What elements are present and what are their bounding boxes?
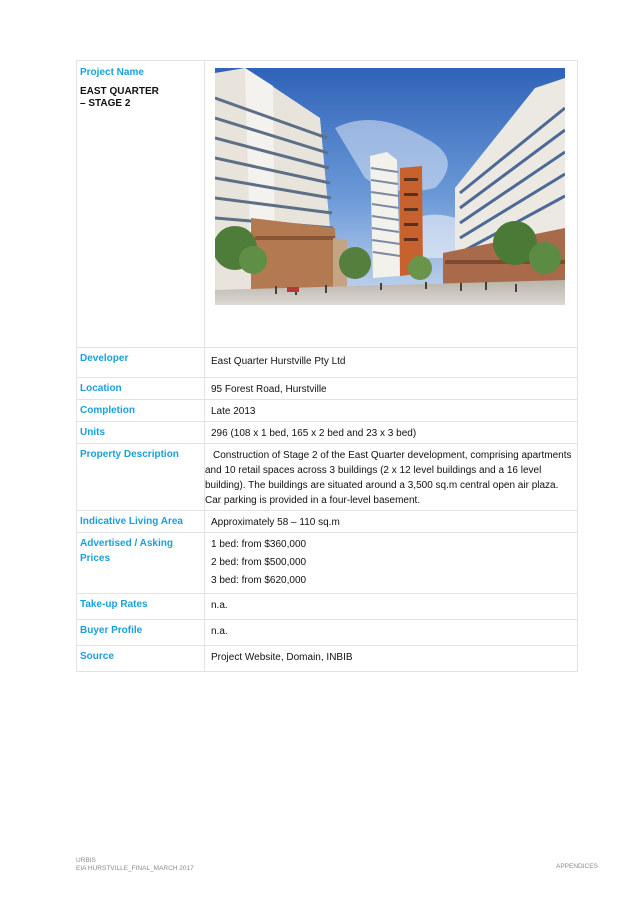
footer-left xyxy=(76,857,194,873)
prices-label: Advertised / Asking Prices xyxy=(77,533,205,594)
source-row xyxy=(77,646,578,672)
living-area-value: Approximately 58 – 110 sq.m xyxy=(205,511,578,533)
project-title xyxy=(80,86,200,110)
project-title-line1: EAST QUARTER xyxy=(80,86,159,97)
takeup-label: Take-up Rates xyxy=(77,594,205,620)
living-area-label: Indicative Living Area xyxy=(77,511,205,533)
project-image-cell xyxy=(205,61,578,348)
project-name-cell xyxy=(77,61,205,348)
price-1-bed: 1 bed: from $360,000 xyxy=(211,539,307,550)
developer-value: East Quarter Hurstville Pty Ltd xyxy=(205,348,578,378)
units-value: 296 (108 x 1 bed, 165 x 2 bed and 23 x 3 bed) xyxy=(205,422,578,444)
footer-document: EIA HURSTVILLE_FINAL_MARCH 2017 xyxy=(76,865,194,872)
location-label: Location xyxy=(77,378,205,400)
description-row xyxy=(77,444,578,511)
developer-label: Developer xyxy=(77,348,205,378)
prices-row xyxy=(77,533,578,594)
project-profile-table xyxy=(76,60,578,672)
buyer-row xyxy=(77,620,578,646)
source-label: Source xyxy=(77,646,205,672)
project-name-label: Project Name xyxy=(80,67,144,78)
completion-label: Completion xyxy=(77,400,205,422)
project-name-row xyxy=(77,61,578,348)
description-value: Construction of Stage 2 of the East Quarter development, comprising apartments and 10 retail spaces across 3 buildings (2 x 12 level buildings and a 16 level building). The buildings are situated around a 3,500 sq.m central open air plaza. Car parking is provided in a four-level basement. xyxy=(205,444,578,511)
completion-row xyxy=(77,400,578,422)
footer-section: APPENDICES xyxy=(556,863,598,870)
price-3-bed: 3 bed: from $620,000 xyxy=(211,575,307,586)
buyer-value: n.a. xyxy=(205,620,578,646)
location-value: 95 Forest Road, Hurstville xyxy=(205,378,578,400)
living-area-row xyxy=(77,511,578,533)
location-row xyxy=(77,378,578,400)
buyer-label: Buyer Profile xyxy=(77,620,205,646)
description-label: Property Description xyxy=(77,444,205,511)
takeup-value: n.a. xyxy=(205,594,578,620)
developer-row xyxy=(77,348,578,378)
units-row xyxy=(77,422,578,444)
source-value: Project Website, Domain, INBIB xyxy=(205,646,578,672)
prices-value xyxy=(205,533,578,594)
footer-company: URBIS xyxy=(76,857,96,864)
units-label: Units xyxy=(77,422,205,444)
completion-value: Late 2013 xyxy=(205,400,578,422)
project-title-line2: – STAGE 2 xyxy=(80,98,131,109)
project-render-image xyxy=(215,68,565,305)
price-2-bed: 2 bed: from $500,000 xyxy=(211,557,307,568)
takeup-row xyxy=(77,594,578,620)
